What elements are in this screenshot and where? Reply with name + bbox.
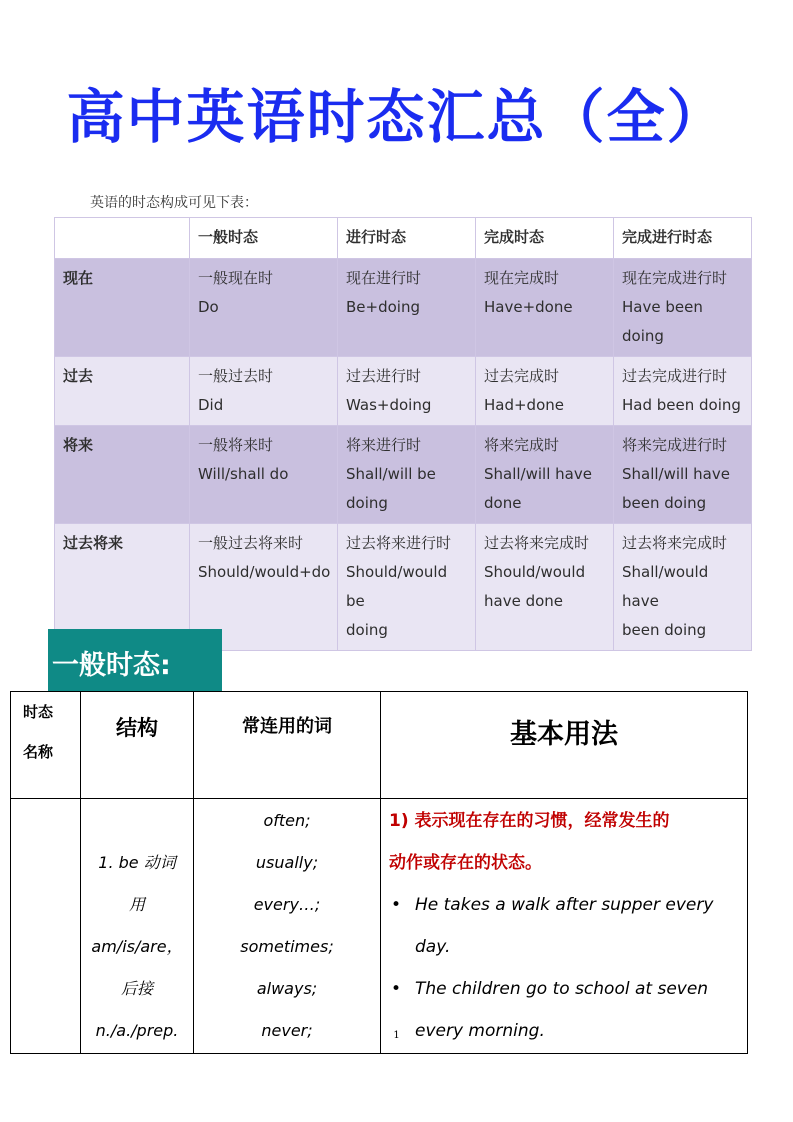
row-label-past-future: 过去将来 — [55, 524, 190, 651]
table-cell: 将来进行时 Shall/will be doing — [338, 426, 476, 524]
table-row — [55, 259, 752, 357]
example-sentence: • He takes a walk after supper every — [389, 884, 741, 926]
table-cell: 现在完成进行时 Have been doing — [614, 259, 752, 357]
table-cell: 将来完成时 Shall/will have done — [476, 426, 614, 524]
table-cell: 将来完成进行时 Shall/will have been doing — [614, 426, 752, 524]
example-sentence-continued: day. — [415, 937, 451, 957]
common-words-cell: often; usually; every…; sometimes; always; never; — [194, 799, 381, 1054]
bullet-icon: • — [391, 979, 402, 999]
tense-name-cell — [11, 799, 81, 1054]
usage-rule-continued: 动作或存在的状态。 — [389, 853, 542, 873]
table-cell: 一般过去时 Did — [190, 357, 338, 426]
header-structure: 结构 — [81, 692, 194, 799]
header-progressive: 进行时态 — [338, 218, 476, 259]
table-cell: 过去将来完成时 Should/would have done — [476, 524, 614, 651]
table-caption: 英语的时态构成可见下表： — [90, 195, 258, 211]
table-cell: 一般现在时 Do — [190, 259, 338, 357]
table-cell: 一般将来时 Will/shall do — [190, 426, 338, 524]
table-cell: 过去将来进行时 Should/would be doing — [338, 524, 476, 651]
detail-header-row — [11, 692, 748, 799]
table-row — [55, 357, 752, 426]
simple-present-table — [10, 691, 748, 1054]
header-perfect-progressive: 完成进行时态 — [614, 218, 752, 259]
page-number: 1 — [393, 1030, 400, 1041]
usage-cell — [381, 799, 748, 1054]
structure-cell: 1. be 动词 用 am/is/are， 后接 n./a./prep. — [81, 799, 194, 1054]
row-label-past: 过去 — [55, 357, 190, 426]
header-tense-name: 时态 名称 — [11, 692, 81, 799]
row-label-future: 将来 — [55, 426, 190, 524]
page-title: 高中英语时态汇总（全） — [66, 83, 727, 151]
table-cell: 现在进行时 Be+doing — [338, 259, 476, 357]
row-label-present: 现在 — [55, 259, 190, 357]
section-heading: 一般时态: — [48, 629, 222, 691]
table-cell: 过去进行时 Was+doing — [338, 357, 476, 426]
bullet-icon: • — [391, 895, 402, 915]
example-sentence-continued: every morning. — [415, 1021, 545, 1041]
header-corner — [55, 218, 190, 259]
table-cell: 现在完成时 Have+done — [476, 259, 614, 357]
detail-body-row — [11, 799, 748, 1054]
table-cell: 过去完成时 Had+done — [476, 357, 614, 426]
table-cell: 过去完成进行时 Had been doing — [614, 357, 752, 426]
table-cell: 过去将来完成时 Shall/would have been doing — [614, 524, 752, 651]
header-perfect: 完成时态 — [476, 218, 614, 259]
usage-rule: 1) 表示现在存在的习惯，经常发生的 — [389, 811, 670, 831]
tense-table-header-row — [55, 218, 752, 259]
table-cell: 一般过去将来时 Should/would+do — [190, 524, 338, 651]
table-row — [55, 426, 752, 524]
header-common-words: 常连用的词 — [194, 692, 381, 799]
example-sentence: • The children go to school at seven — [389, 968, 741, 1010]
tense-overview-table — [54, 217, 752, 651]
header-basic-usage: 基本用法 — [381, 692, 748, 799]
header-simple: 一般时态 — [190, 218, 338, 259]
